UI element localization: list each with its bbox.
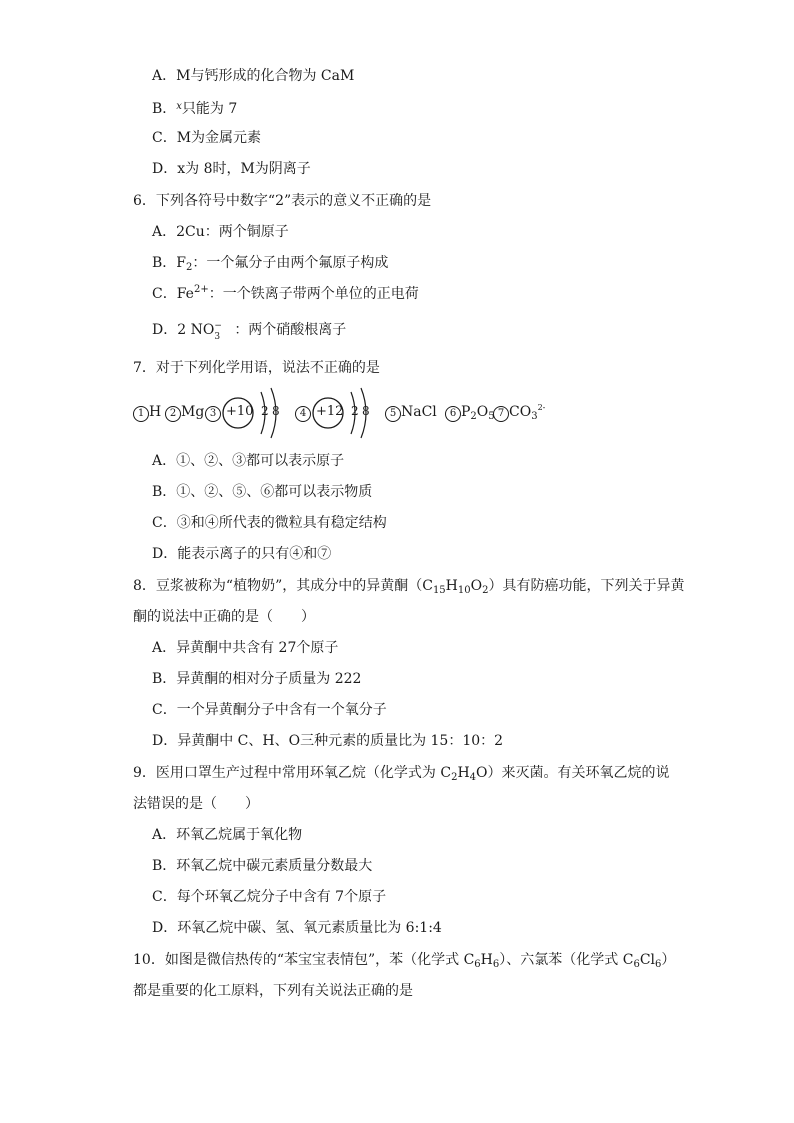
q8-o: O xyxy=(470,578,483,594)
q6-option-c-sup: 2+ xyxy=(193,284,209,295)
q7-number-6: 6 xyxy=(445,406,461,422)
q5-option-b-prefix: B． xyxy=(152,101,177,117)
q7-shell-3-1: 2 xyxy=(261,404,269,418)
q7-number-2: 2 xyxy=(165,406,181,422)
q6-option-a: A．2Cu：两个铜原子 xyxy=(152,224,289,240)
q8-option-c: C．一个异黄酮分子中含有一个氧分子 xyxy=(152,702,387,718)
q9-sub-2: 4 xyxy=(469,772,477,783)
q7-option-a: A．①、②、③都可以表示原子 xyxy=(152,453,345,469)
q8-sub-2: 10 xyxy=(457,585,471,596)
q6-option-b xyxy=(152,253,388,273)
q7-p-sub: 2 xyxy=(470,411,477,422)
q9-option-b: B．环氧乙烷中碳元素质量分数最大 xyxy=(152,858,373,874)
q7-shell-4-1: 2 xyxy=(351,404,359,418)
q7-co: CO xyxy=(509,404,532,420)
q7-shell-3-2: 8 xyxy=(272,404,280,418)
q8-sub-3: 2 xyxy=(482,585,489,596)
q6-option-c-text: ：一个铁离子带两个单位的正电荷 xyxy=(208,286,419,302)
q8-stem-line-1 xyxy=(133,576,684,596)
q7-number-1: 1 xyxy=(133,406,149,422)
q9-h: H xyxy=(457,765,470,781)
q6-stem: 6．下列各符号中数字“2”表示的意义不正确的是 xyxy=(133,193,432,209)
q5-option-d: D．x为 8时，M为阴离子 xyxy=(152,161,311,177)
q9-stem-1b: O）来灭菌。有关环氧乙烷的说 xyxy=(476,765,670,781)
q6-option-d-prefix: D．2 NO xyxy=(152,322,215,338)
q5-option-a: A．M与钙形成的化合物为 CaM xyxy=(152,68,355,84)
q7-co-sup: 2- xyxy=(537,403,546,412)
q7-nucleus-4: +12 xyxy=(316,404,344,419)
q9-stem-line-1 xyxy=(133,763,670,783)
q8-option-d: D．异黄酮中 C、H、O三种元素的质量比为 15：10：2 xyxy=(152,733,504,749)
q7-symbol-p2o5 xyxy=(461,404,495,420)
q7-symbol-h: H xyxy=(149,404,162,420)
q6-option-d-sup: − xyxy=(214,321,222,331)
q9-option-d: D．环氧乙烷中碳、氢、氧元素质量比为 6:1:4 xyxy=(152,920,442,936)
q6-option-b-prefix: B．F xyxy=(152,255,187,271)
q7-o: O xyxy=(476,404,489,420)
q7-o-sub: 5 xyxy=(488,411,495,422)
q10-sub-4: 6 xyxy=(655,959,662,970)
q8-stem-1a: 8．豆浆被称为“植物奶”，其成分中的异黄酮（C xyxy=(133,578,433,594)
q10-sub-3: 6 xyxy=(633,959,640,970)
q5-option-b-text: 只能为 7 xyxy=(181,101,238,117)
q7-option-b: B．①、②、⑤、⑥都可以表示物质 xyxy=(152,484,373,500)
q8-sub-1: 15 xyxy=(432,585,446,596)
q6-option-b-sub: 2 xyxy=(186,262,193,273)
q8-option-b: B．异黄酮的相对分子质量为 222 xyxy=(152,671,362,687)
q8-option-a: A．异黄酮中共含有 27个原子 xyxy=(152,640,339,656)
q6-option-b-text: ：一个氟分子由两个氟原子构成 xyxy=(192,255,389,271)
q7-option-d: D．能表示离子的只有④和⑦ xyxy=(152,546,332,562)
q6-option-d-text: ：两个硝酸根离子 xyxy=(234,322,347,338)
q9-option-c: C．每个环氧乙烷分子中含有 7个原子 xyxy=(152,889,387,905)
q10-stem-1c: ） xyxy=(661,952,676,968)
q5-option-b xyxy=(152,97,237,119)
q7-nucleus-3: +10 xyxy=(226,404,254,419)
q7-symbol-mg: Mg xyxy=(181,404,205,420)
q7-symbol-nacl: NaCl xyxy=(401,404,437,420)
q8-stem-line-2: 酮的说法中正确的是（ ） xyxy=(133,609,315,625)
q10-sub-1: 6 xyxy=(474,959,481,970)
q9-stem-line-2: 法错误的是（ ） xyxy=(133,796,259,812)
q5-option-b-var: x xyxy=(176,101,182,112)
q7-stem: 7．对于下列化学用语，说法不正确的是 xyxy=(133,360,380,376)
q10-stem-1b: ）、六氯苯（化学式 C xyxy=(499,952,634,968)
q10-h: H xyxy=(480,952,493,968)
q7-number-5: 5 xyxy=(385,406,401,422)
q9-stem-1a: 9．医用口罩生产过程中常用环氧乙烷（化学式为 C xyxy=(133,765,452,781)
q6-option-d xyxy=(152,320,346,340)
q6-option-d-sub: 3 xyxy=(214,332,221,342)
q7-symbol-co3 xyxy=(509,404,545,420)
q7-number-4: 4 xyxy=(295,406,311,422)
q7-number-3: 3 xyxy=(205,406,221,422)
q10-stem-line-2: 都是重要的化工原料，下列有关说法正确的是 xyxy=(133,983,413,999)
q5-option-c: C．M为金属元素 xyxy=(152,130,262,146)
q7-shell-4-2: 8 xyxy=(362,404,370,418)
q7-option-c: C．③和④所代表的微粒具有稳定结构 xyxy=(152,515,387,531)
q10-sub-2: 6 xyxy=(492,959,500,970)
q7-number-7: 7 xyxy=(493,406,509,422)
q8-stem-1b: ）具有防癌功能，下列关于异黄 xyxy=(488,578,685,594)
q9-sub-1: 2 xyxy=(451,772,458,783)
q9-option-a: A．环氧乙烷属于氧化物 xyxy=(152,827,303,843)
q10-cl: Cl xyxy=(639,952,656,968)
q8-h: H xyxy=(445,578,458,594)
q7-p: P xyxy=(461,404,471,420)
q7-co-sub: 3 xyxy=(531,411,538,422)
q10-stem-1a: 10．如图是微信热传的“苯宝宝表情包”，苯（化学式 C xyxy=(133,952,475,968)
q10-stem-line-1 xyxy=(133,950,675,970)
q6-option-c-prefix: C．Fe xyxy=(152,286,194,302)
q6-option-c xyxy=(152,284,419,304)
q7-symbols-row xyxy=(133,384,553,444)
